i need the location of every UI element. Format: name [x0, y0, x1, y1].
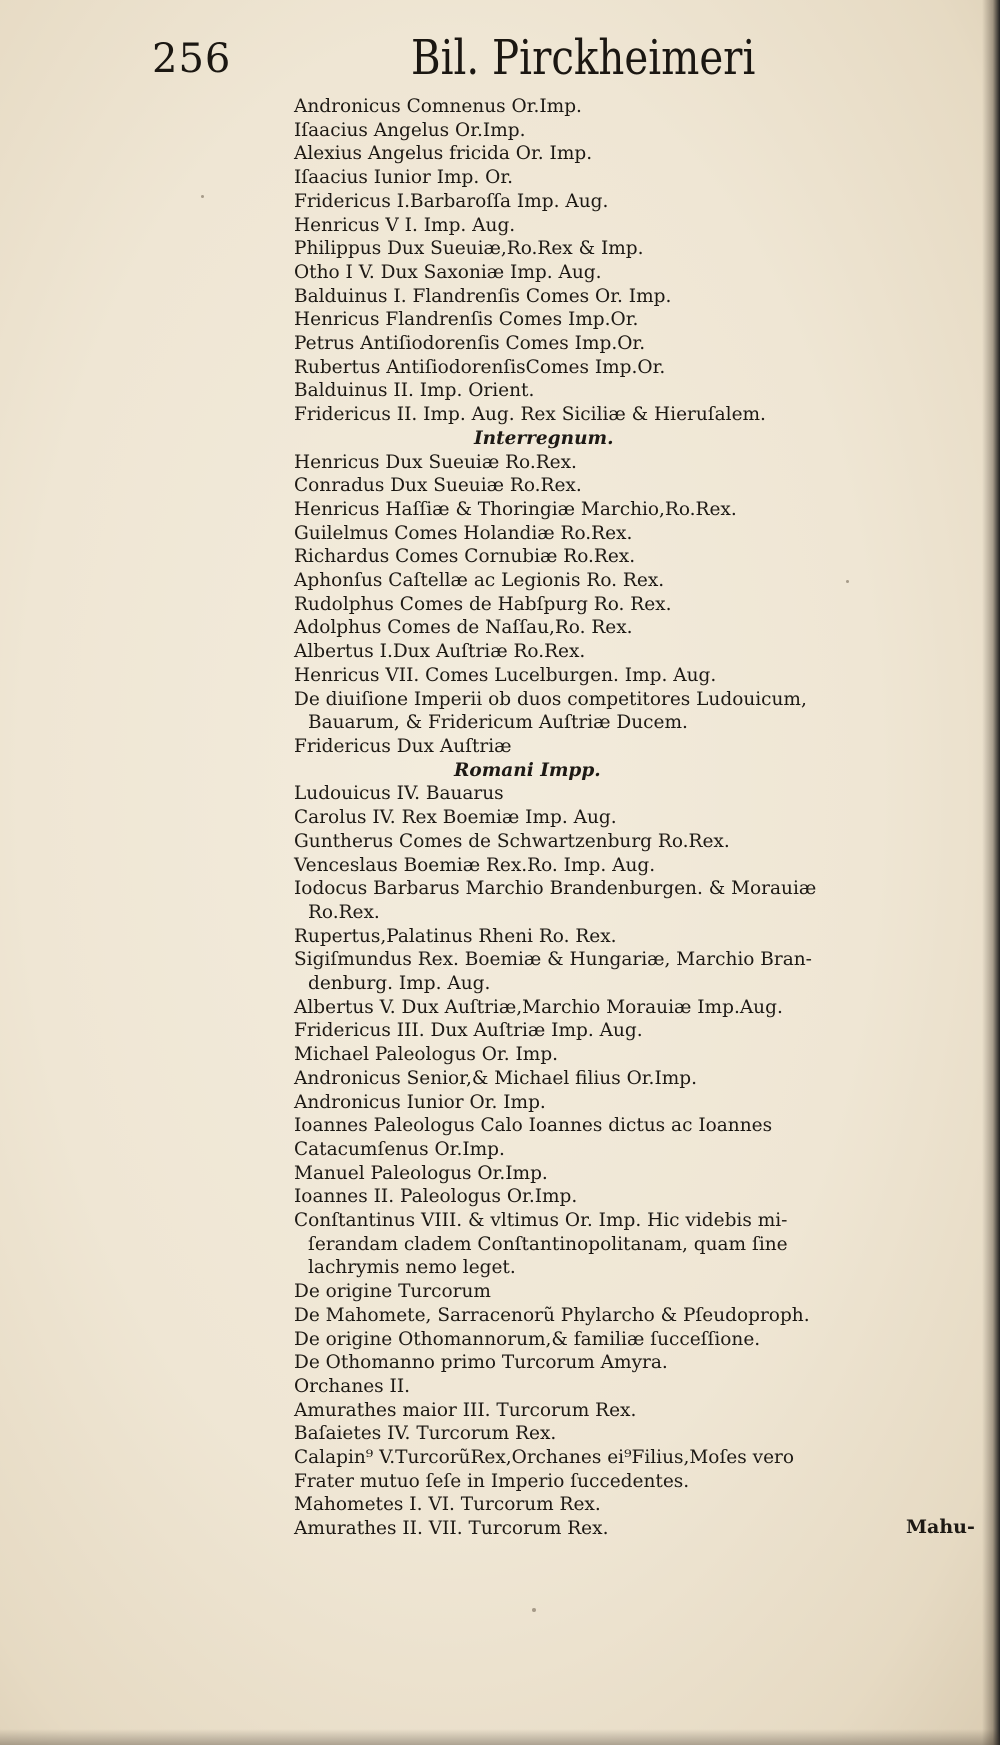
ink-speck	[201, 195, 204, 198]
list-item: Calapin⁹ V.TurcorũRex,Orchanes ei⁹Filius,Moſes vero	[294, 1447, 794, 1469]
list-item: Aphonſus Caſtellæ ac Legionis Ro. Rex.	[294, 570, 665, 592]
list-item-continuation: lachrymis nemo leget.	[308, 1257, 516, 1279]
list-item: Frater mutuo ſeſe in Imperio ſuccedentes.	[294, 1470, 690, 1492]
list-item: Andronicus Iunior Or. Imp.	[294, 1091, 546, 1113]
list-item: Henricus V I. Imp. Aug.	[294, 214, 516, 236]
list-item: Rudolphus Comes de Habſpurg Ro. Rex.	[294, 593, 672, 615]
list-item: Ioannes Paleologus Calo Ioannes dictus ac Ioannes	[294, 1115, 773, 1137]
list-item: De Mahomete, Sarracenorũ Phylarcho & Pſeudoproph.	[294, 1304, 810, 1326]
list-item: Conſtantinus VIII. & vltimus Or. Imp. Hic videbis mi-	[294, 1210, 788, 1232]
list-item: Andronicus Senior,& Michael filius Or.Imp.	[294, 1067, 698, 1089]
list-item: Ludouicus IV. Bauarus	[294, 783, 504, 805]
list-item-continuation: ſerandam cladem Conſtantinopolitanam, quam ſine	[308, 1233, 788, 1255]
list-item: Carolus IV. Rex Boemiæ Imp. Aug.	[294, 807, 617, 829]
list-item: Amurathes maior III. Turcorum Rex.	[294, 1399, 637, 1421]
list-item: Sigiſmundus Rex. Boemiæ & Hungariæ, Marchio Bran-	[294, 949, 812, 971]
list-item: De origine Turcorum	[294, 1281, 491, 1303]
list-item: Manuel Paleologus Or.Imp.	[294, 1162, 548, 1184]
list-item: Henricus VII. Comes Lucelburgen. Imp. Aug.	[294, 664, 717, 686]
running-title: Bil. Pirckheimeri	[411, 30, 756, 86]
list-item: Rubertus AntiſiodorenſisComes Imp.Or.	[294, 356, 666, 378]
list-item-continuation: Ro.Rex.	[308, 901, 380, 923]
ink-speck	[532, 1608, 536, 1612]
list-item-continuation: Bauarum, & Fridericum Auſtriæ Ducem.	[308, 712, 688, 734]
list-item: Catacumſenus Or.Imp.	[294, 1138, 505, 1160]
section-heading: Romani Impp.	[454, 759, 601, 781]
list-item: Baſaietes IV. Turcorum Rex.	[294, 1423, 557, 1445]
list-item: Fridericus II. Imp. Aug. Rex Siciliæ & Hieruſalem.	[294, 404, 766, 426]
list-item: Otho I V. Dux Saxoniæ Imp. Aug.	[294, 261, 602, 283]
list-item: Fridericus I.Barbaroſſa Imp. Aug.	[294, 190, 609, 212]
list-item: Mahometes I. VI. Turcorum Rex.	[294, 1494, 601, 1516]
ink-speck	[846, 580, 849, 583]
list-item: Richardus Comes Cornubiæ Ro.Rex.	[294, 546, 636, 568]
list-item: Andronicus Comnenus Or.Imp.	[294, 96, 582, 117]
list-item: De origine Othomannorum,& familiæ ſucceſſione.	[294, 1328, 761, 1350]
section-heading: Interregnum.	[474, 427, 614, 449]
list-item: Adolphus Comes de Naſſau,Ro. Rex.	[294, 617, 633, 639]
page-edge-shadow	[982, 0, 1000, 1745]
list-item: Iſaacius Iunior Imp. Or.	[294, 167, 514, 189]
list-item: Orchanes II.	[294, 1375, 411, 1397]
list-item: Iſaacius Angelus Or.Imp.	[294, 119, 526, 141]
list-item: De Othomanno primo Turcorum Amyra.	[294, 1352, 668, 1374]
list-item: Michael Paleologus Or. Imp.	[294, 1044, 559, 1066]
list-item: Guntherus Comes de Schwartzenburg Ro.Rex.	[294, 830, 730, 852]
list-item: De diuiſione Imperii ob duos competitores Ludouicum,	[294, 688, 807, 710]
list-item: Amurathes II. VII. Turcorum Rex.	[294, 1518, 609, 1540]
list-item: Iodocus Barbarus Marchio Brandenburgen. & Morauiæ	[294, 878, 817, 900]
list-item: Conradus Dux Sueuiæ Ro.Rex.	[294, 475, 582, 497]
page-number: 256	[152, 36, 232, 82]
list-item: Henricus Haſſiæ & Thoringiæ Marchio,Ro.Rex.	[294, 498, 737, 520]
list-item: Rupertus,Palatinus Rheni Ro. Rex.	[294, 925, 617, 947]
page-bottom-edge	[0, 1729, 1000, 1745]
list-item-continuation: denburg. Imp. Aug.	[308, 973, 491, 995]
list-item: Petrus Antiſiodorenſis Comes Imp.Or.	[294, 333, 646, 355]
list-item: Balduinus II. Imp. Orient.	[294, 380, 535, 402]
list-item: Henricus Dux Sueuiæ Ro.Rex.	[294, 451, 577, 473]
list-item: Fridericus III. Dux Auſtriæ Imp. Aug.	[294, 1020, 643, 1042]
list-item: Philippus Dux Sueuiæ,Ro.Rex & Imp.	[294, 238, 644, 260]
list-item: Balduinus I. Flandrenſis Comes Or. Imp.	[294, 285, 672, 307]
list-item: Ioannes II. Paleologus Or.Imp.	[294, 1186, 578, 1208]
list-item: Fridericus Dux Auſtriæ	[294, 735, 512, 757]
list-item: Henricus Flandrenſis Comes Imp.Or.	[294, 309, 639, 331]
list-item: Venceslaus Boemiæ Rex.Ro. Imp. Aug.	[294, 854, 656, 876]
list-item: Albertus I.Dux Auſtriæ Ro.Rex.	[294, 641, 586, 663]
list-item: Alexius Angelus fricida Or. Imp.	[294, 143, 593, 165]
entry-list	[294, 95, 817, 1541]
list-item: Guilelmus Comes Holandiæ Ro.Rex.	[294, 522, 633, 544]
catchword: Mahu-	[906, 1516, 975, 1538]
list-item: Albertus V. Dux Auſtriæ,Marchio Morauiæ Imp.Aug.	[294, 996, 783, 1018]
